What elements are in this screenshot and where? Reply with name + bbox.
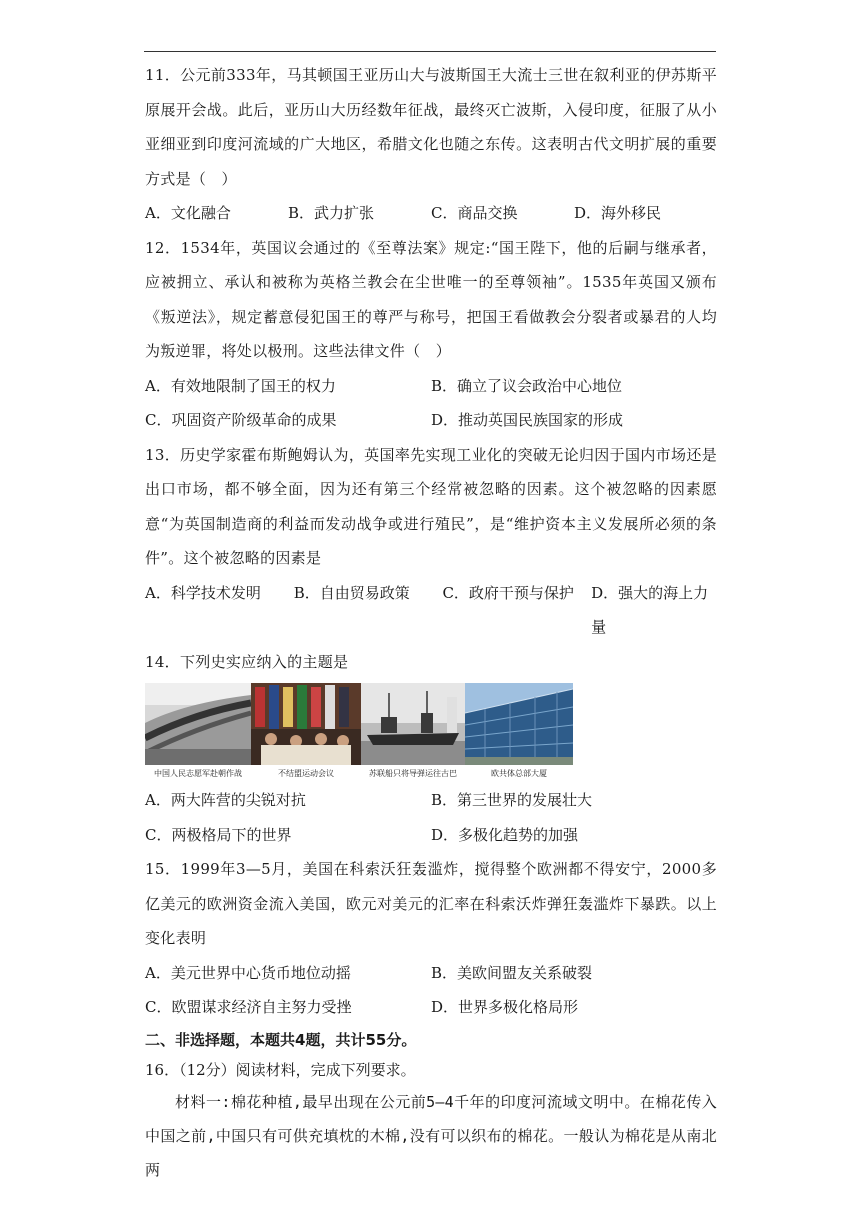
question-14-options-row-1 xyxy=(145,783,717,818)
question-15 xyxy=(145,852,717,1025)
question-14 xyxy=(145,645,717,853)
question-11 xyxy=(145,58,717,231)
option-a[interactable]: A．科学技术发明 xyxy=(145,583,261,602)
photo-volunteer-army xyxy=(145,683,251,783)
option-d[interactable]: D．世界多极化格局形 xyxy=(431,998,579,1016)
photo-ec-headquarters xyxy=(465,683,573,783)
photo-soviet-ship xyxy=(361,683,465,783)
option-c[interactable]: C．巩固资产阶级革命的成果 xyxy=(145,411,337,429)
option-a[interactable]: A．美元世界中心货币地位动摇 xyxy=(145,963,351,982)
question-13 xyxy=(145,438,717,645)
ec-headquarters-photo-icon xyxy=(465,683,573,765)
caption: 不结盟运动会议 xyxy=(278,769,334,778)
material-1: 材料一:棉花种植,最早出现在公元前5—4千年的印度河流域文明中。在棉花传入中国之前,中国只有可供充填枕的木棉,没有可以织布的棉花。一般认为棉花是从南北两 xyxy=(145,1092,717,1179)
question-11-options xyxy=(145,196,717,231)
option-d[interactable]: D．推动英国民族国家的形成 xyxy=(431,411,624,429)
option-d[interactable]: D．海外移民 xyxy=(574,204,662,222)
option-a[interactable]: A．两大阵营的尖锐对抗 xyxy=(145,791,306,809)
question-11-stem: 11．公元前333年，马其顿国王亚历山大与波斯国王大流士三世在叙利亚的伊苏斯平原展开会战。此后，亚历山大历经数年征战，最终灭亡波斯，入侵印度，征服了从小亚细亚到印度河流域的广大地区，希腊文化也随之东传。这表明古代文明扩展的重要方式是（ ） xyxy=(145,66,717,188)
question-13-options xyxy=(145,576,717,645)
option-d[interactable]: D．强大的海上力量 xyxy=(591,583,709,636)
question-14-options-row-2 xyxy=(145,818,717,853)
caption: 欧共体总部大厦 xyxy=(491,769,547,778)
question-12 xyxy=(145,231,717,438)
question-12-options-row-1 xyxy=(145,369,717,404)
caption: 中国人民志愿军赴朝作战 xyxy=(154,769,242,778)
option-c[interactable]: C．两极格局下的世界 xyxy=(145,825,292,844)
question-16-heading: 16．（12分）阅读材料，完成下列要求。 xyxy=(145,1060,416,1079)
question-14-image-strip xyxy=(145,683,717,783)
caption: 苏联船只将导弹运往古巴 xyxy=(369,769,457,778)
question-15-stem: 15．1999年3—5月，美国在科索沃狂轰滥炸，搅得整个欧洲都不得安宁，2000多亿美元的欧洲资金流入美国，欧元对美元的汇率在科索沃炸弹狂轰滥炸下暴跌。以上变化表明 xyxy=(145,860,717,947)
option-c[interactable]: C．政府干预与保护 xyxy=(442,583,574,602)
header-rule xyxy=(144,51,716,52)
question-15-options-row-1 xyxy=(145,956,717,991)
option-b[interactable]: B．确立了议会政治中心地位 xyxy=(431,376,623,395)
exam-page xyxy=(145,58,717,1187)
option-b[interactable]: B．第三世界的发展壮大 xyxy=(431,791,593,809)
option-b[interactable]: B．武力扩张 xyxy=(288,204,375,222)
question-12-options-row-2 xyxy=(145,403,717,438)
question-15-options-row-2 xyxy=(145,990,717,1025)
question-13-stem: 13．历史学家霍布斯鲍姆认为，英国率先实现工业化的突破无论归因于国内市场还是出口市场，都不够全面，因为还有第三个经常被忽略的因素。这个被忽略的因素愿意“为英国制造商的利益而发动战争或进行殖民”，是“维护资本主义发展所必须的条件”。这个被忽略的因素是 xyxy=(145,445,717,567)
volunteer-army-photo-icon xyxy=(145,683,251,765)
photo-nonaligned-meeting xyxy=(251,683,361,783)
option-c[interactable]: C．商品交换 xyxy=(431,204,518,222)
option-d[interactable]: D．多极化趋势的加强 xyxy=(431,825,579,844)
option-c[interactable]: C．欧盟谋求经济自主努力受挫 xyxy=(145,998,352,1016)
option-b[interactable]: B．美欧间盟友关系破裂 xyxy=(431,963,593,982)
option-a[interactable]: A．有效地限制了国王的权力 xyxy=(145,376,336,395)
soviet-ship-photo-icon xyxy=(361,683,465,765)
option-a[interactable]: A．文化融合 xyxy=(145,204,231,222)
option-b[interactable]: B．自由贸易政策 xyxy=(293,583,410,602)
question-14-stem: 14．下列史实应纳入的主题是 xyxy=(145,652,349,671)
nonaligned-meeting-photo-icon xyxy=(251,683,361,765)
section-2-heading: 二、非选择题，本题共4题，共计55分。 xyxy=(145,1030,417,1049)
question-12-stem: 12．1534年，英国议会通过的《至尊法案》规定:“国王陛下，他的后嗣与继承者，应被拥立、承认和被称为英格兰教会在尘世唯一的至尊领袖”。1535年英国又颁布《叛逆法》，规定蓄意侵犯国王的尊严与称号，把国王看做教会分裂者或暴君的人均为叛逆罪，将处以极刑。这些法律文件（ ） xyxy=(145,238,717,360)
